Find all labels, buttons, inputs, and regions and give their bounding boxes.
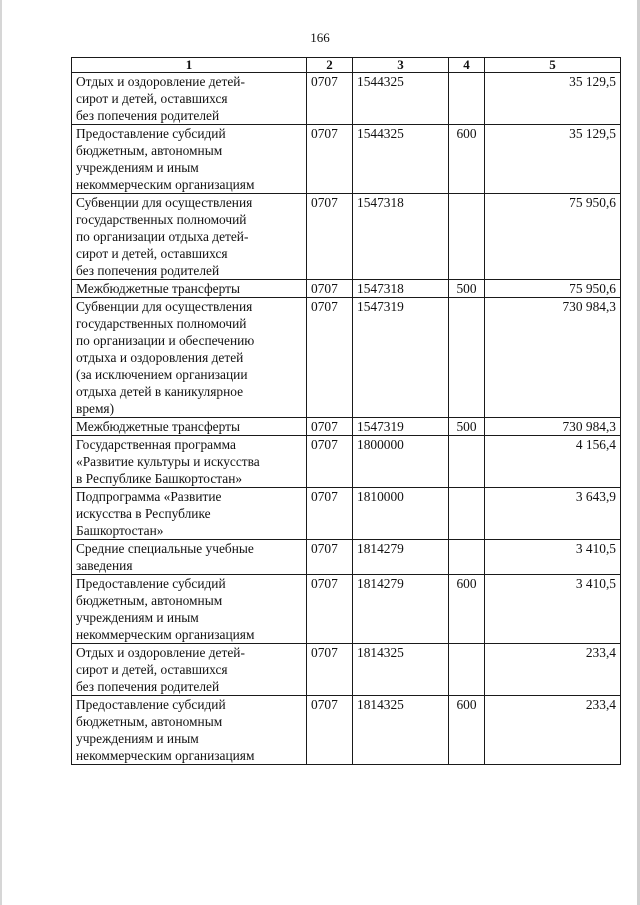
row-amount-cell: 35 129,5: [485, 73, 621, 125]
row-name-cell: Средние специальные учебные заведения: [72, 540, 307, 575]
row-amount-cell: 233,4: [485, 696, 621, 765]
row-code-cell: 1547319: [353, 418, 449, 436]
row-section-cell: 0707: [307, 575, 353, 644]
table-row: [72, 436, 621, 488]
row-type-cell: 600: [449, 575, 485, 644]
row-name-cell: Межбюджетные трансферты: [72, 418, 307, 436]
row-amount-cell: 3 410,5: [485, 575, 621, 644]
row-section-cell: 0707: [307, 540, 353, 575]
table-row: [72, 125, 621, 194]
row-code-cell: 1547318: [353, 194, 449, 280]
row-section-cell: 0707: [307, 125, 353, 194]
row-type-cell: [449, 194, 485, 280]
row-name-cell: Межбюджетные трансферты: [72, 280, 307, 298]
row-amount-cell: 35 129,5: [485, 125, 621, 194]
table-body: [72, 73, 621, 765]
row-name-cell: Государственная программа «Развитие культуры и искусства в Республике Башкортостан»: [72, 436, 307, 488]
budget-table: [71, 57, 621, 765]
row-type-cell: 600: [449, 696, 485, 765]
row-code-cell: 1547318: [353, 280, 449, 298]
row-section-cell: 0707: [307, 436, 353, 488]
row-section-cell: 0707: [307, 73, 353, 125]
row-name-cell: Отдых и оздоровление детей- сирот и детей, оставшихся без попечения родителей: [72, 73, 307, 125]
table-row: [72, 194, 621, 280]
table-header-row: [72, 58, 621, 73]
row-section-cell: 0707: [307, 418, 353, 436]
row-code-cell: 1814325: [353, 644, 449, 696]
table-row: [72, 418, 621, 436]
row-amount-cell: 730 984,3: [485, 418, 621, 436]
row-code-cell: 1547319: [353, 298, 449, 418]
row-name-cell: Подпрограмма «Развитие искусства в Республике Башкортостан»: [72, 488, 307, 540]
row-amount-cell: 75 950,6: [485, 194, 621, 280]
page-number: 166: [310, 30, 330, 45]
row-type-cell: [449, 73, 485, 125]
row-amount-cell: 4 156,4: [485, 436, 621, 488]
header-col-2: 2: [307, 58, 353, 73]
row-section-cell: 0707: [307, 644, 353, 696]
row-type-cell: [449, 436, 485, 488]
table-row: [72, 696, 621, 765]
table-row: [72, 280, 621, 298]
row-code-cell: 1814279: [353, 540, 449, 575]
row-section-cell: 0707: [307, 696, 353, 765]
row-amount-cell: 730 984,3: [485, 298, 621, 418]
row-section-cell: 0707: [307, 298, 353, 418]
row-type-cell: 500: [449, 280, 485, 298]
table-row: [72, 298, 621, 418]
row-code-cell: 1814325: [353, 696, 449, 765]
table-row: [72, 540, 621, 575]
row-type-cell: [449, 540, 485, 575]
table-row: [72, 488, 621, 540]
row-name-cell: Предоставление субсидий бюджетным, автономным учреждениям и иным некоммерческим организациям: [72, 575, 307, 644]
row-code-cell: 1814279: [353, 575, 449, 644]
header-col-4: 4: [449, 58, 485, 73]
row-code-cell: 1810000: [353, 488, 449, 540]
row-name-cell: Отдых и оздоровление детей- сирот и детей, оставшихся без попечения родителей: [72, 644, 307, 696]
row-section-cell: 0707: [307, 280, 353, 298]
row-amount-cell: 3 643,9: [485, 488, 621, 540]
row-type-cell: 500: [449, 418, 485, 436]
row-amount-cell: 3 410,5: [485, 540, 621, 575]
row-amount-cell: 233,4: [485, 644, 621, 696]
scan-edge-left: [0, 0, 2, 905]
table-row: [72, 73, 621, 125]
row-type-cell: [449, 488, 485, 540]
header-col-1: 1: [72, 58, 307, 73]
row-type-cell: 600: [449, 125, 485, 194]
row-section-cell: 0707: [307, 194, 353, 280]
row-type-cell: [449, 644, 485, 696]
header-col-3: 3: [353, 58, 449, 73]
row-section-cell: 0707: [307, 488, 353, 540]
row-name-cell: Субвенции для осуществления государственных полномочий по организации отдыха детей- сирот и детей, оставшихся без попечения родителей: [72, 194, 307, 280]
row-name-cell: Субвенции для осуществления государственных полномочий по организации и обеспечению отдыха и оздоровления детей (за исключением организации отдыха детей в каникулярное время): [72, 298, 307, 418]
header-col-5: 5: [485, 58, 621, 73]
row-code-cell: 1544325: [353, 125, 449, 194]
row-name-cell: Предоставление субсидий бюджетным, автономным учреждениям и иным некоммерческим организациям: [72, 125, 307, 194]
row-code-cell: 1544325: [353, 73, 449, 125]
row-code-cell: 1800000: [353, 436, 449, 488]
table-row: [72, 644, 621, 696]
row-amount-cell: 75 950,6: [485, 280, 621, 298]
table-row: [72, 575, 621, 644]
row-type-cell: [449, 298, 485, 418]
row-name-cell: Предоставление субсидий бюджетным, автономным учреждениям и иным некоммерческим организациям: [72, 696, 307, 765]
